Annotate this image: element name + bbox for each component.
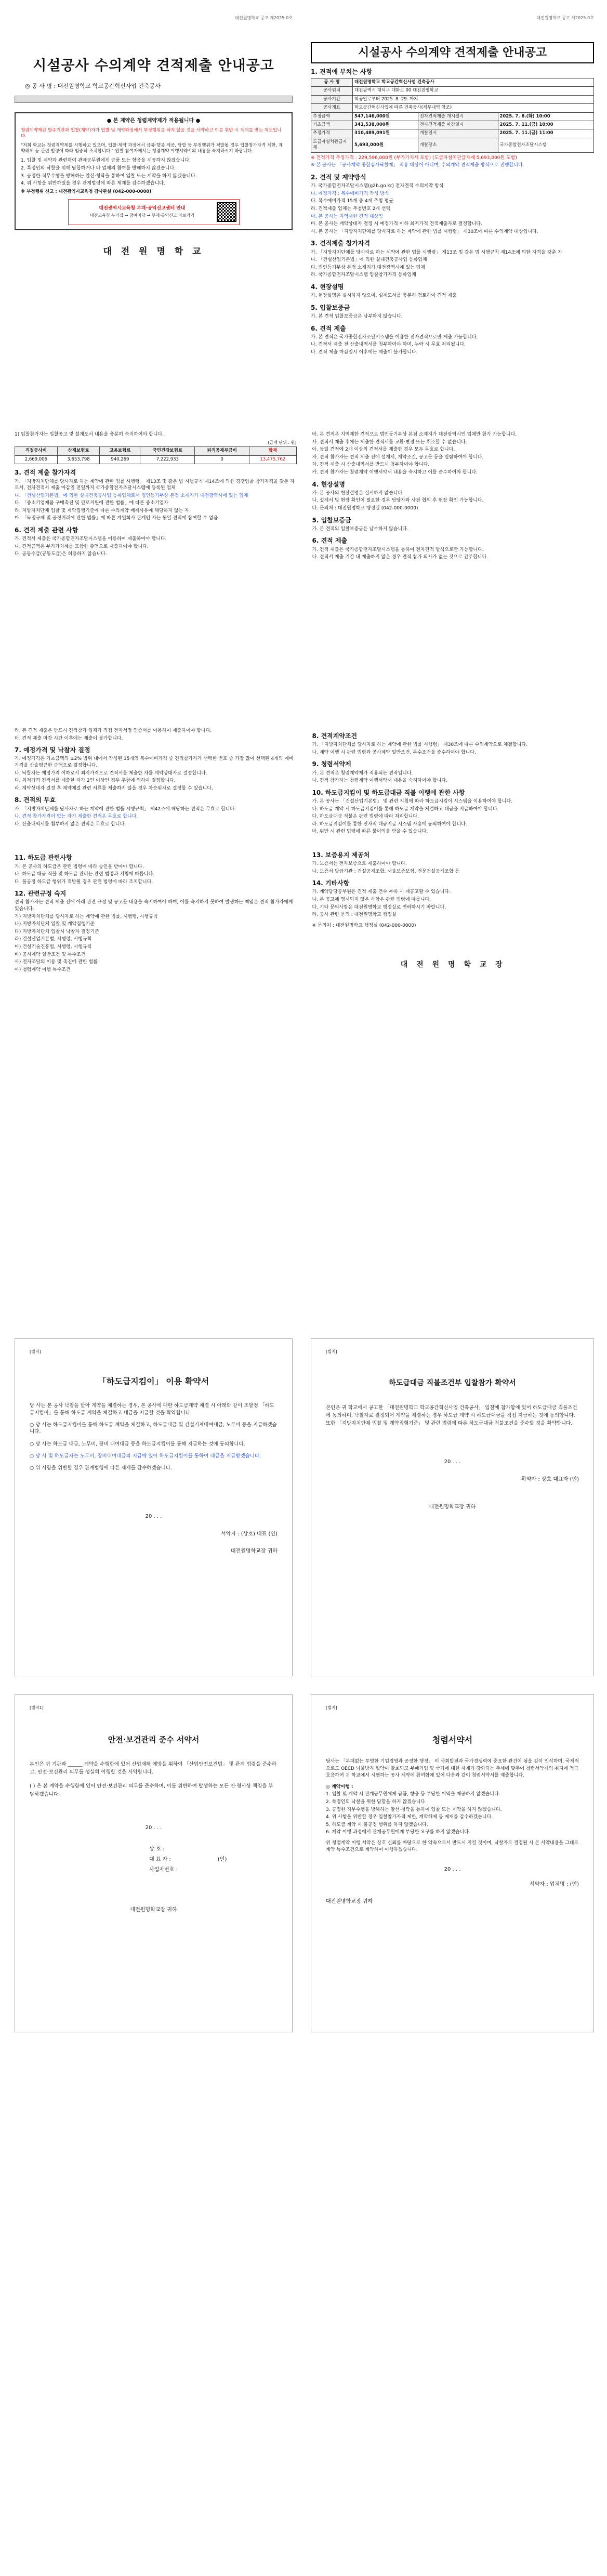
p3-right-item: 가. 견적 제출은 국가종합전자조달시스템을 통하여 전자견적 방식으로만 가능합니다. [312,547,484,553]
p4-s9-item: 나. 견적 참가자는 청렴계약 이행서약서 내용을 숙지하여야 합니다. [312,778,447,784]
p8-items-head: ◎ 계약이행 : [326,1784,353,1790]
page-1-title: 시설공사 수의계약 견적제출 안내공고 [33,57,274,74]
p8-closing: 위 청렴계약 이행 서약은 상호 신뢰를 바탕으로 한 약속으로서 반드시 지킬 것이며, 낙찰자로 결정될 시 본 서약내용을 그대로 계약 특수조건으로 계약하여 이행하겠습니다. [326,1841,579,1852]
p4-s7-item: 가. 예정가격은 기초금액의 ±2% 범위 내에서 작성된 15개의 복수예비가격 중 견적참가자가 선택한 번호 중 가장 많이 선택된 4개의 예비가격을 산술평균한 금액으로 결정합니다. [15,756,294,768]
table-cell: 940,269 [100,455,140,464]
table-cell: 전자견적제출 개시일시 [418,112,498,121]
s2-item: 라. 견적제출 업체는 추첨번호 2개 선택 [311,206,391,212]
s2-item: 가. 국가종합전자조달시스템(g2b.go.kr) 전자견적 수의계약 방식 [311,183,444,189]
p4-section-11-heading: 11. 하도급 관련사항 [15,854,72,862]
p7-body2: ( ) 은 본 계약을 수행함에 있어 안전·보건관리 의무를 준수하며, 이를 위반하여 발생하는 모든 민·형사상 책임을 부담하겠습니다. [30,1783,273,1797]
p5-body: 당 사는 본 공사 낙찰을 받아 계약을 체결하는 경우, 본 공사에 대한 하도급계약 체결 시 아래와 같이 조달청 「하도급지킴이」를 통해 하도급 계약을 체결하고 대금을 지급할 것을 확약합니다. [30,1403,274,1416]
p4-s10-item: 가. 본 공사는 「건설산업기본법」 및 관련 지침에 따라 하도급지킴이 시스템을 이용하여야 합니다. [312,798,513,804]
table-cell: 공사위치 [311,87,353,95]
p4-s8-item: 다. 산출내역서를 첨부하지 않은 견적은 무효로 합니다. [15,821,126,827]
p8-item: 3. 공정한 직무수행을 방해하는 알선·청탁을 통하여 입찰 또는 계약을 하지 않겠습니다. [326,1807,502,1812]
p7-body: 본인은 귀 기관과 ______ 계약을 수행함에 있어 산업재해 예방을 위하여 「산업안전보건법」 및 관계 법령을 준수하고, 안전·보건관리 의무를 성실히 이행할 것을 서약합니다. [30,1762,277,1776]
p6-signer: 확약자 : 상호 대표자 (인) [521,1476,579,1482]
qr-report-text: 대전교육청 누리집 → 참여마당 → 부패·공익신고 바로가기 [89,213,195,218]
p4-s11-item: 나. 하도급 대금 직불 및 하도급 관리는 관련 법령과 지침에 따릅니다. [15,872,155,877]
p8-item: 1. 입찰 및 계약 시 관계공무원에게 금품, 향응 등 부당한 이익을 제공하지 않겠습니다. [326,1792,500,1797]
p4-left-para: 마. 견적 제출 마감 시간 이후에는 제출이 불가합니다. [15,735,123,741]
table-row [311,129,594,138]
qr-report-title: 대전광역시교육청 부패·공익신고센터 안내 [99,206,186,212]
table-row [311,87,594,95]
table-header: 산재보험료 [57,447,100,455]
p3-section-6-heading: 6. 견적 제출 관련 사항 [15,527,78,534]
p4-s10-item: 다. 하도급대금 직불은 관련 법령에 따라 처리합니다. [312,814,419,820]
p4-s9-item: 가. 본 견적은 청렴계약제가 적용되는 견적입니다. [312,770,413,776]
p3-right-item: 나. 설계서 및 현장 확인이 필요한 경우 담당자와 사전 협의 후 현장 확인 가능합니다. [312,498,484,504]
p7-fields [149,1844,278,1875]
table-header: 고용보험료 [100,447,140,455]
table-cell: 추정가격 [311,129,353,138]
p6-to: 대전원명학교장 귀하 [429,1504,476,1510]
p4-s12-list-item: 나) 지방자치단체 입찰 및 계약집행기준 [15,922,95,927]
p4-school-signature: 대 전 원 명 학 교 장 [400,961,506,969]
page-1-subtitle: ◎ 공 사 명 : 대전원명학교 학교공간혁신사업 건축공사 [25,83,161,90]
p4-s7-item: 다. 최저가격 견적서를 제출한 자가 2인 이상인 경우 추첨에 의하여 결정합니다. [15,778,176,784]
table-cell: 5,693,000원 [353,138,418,152]
table-cell: 대전광역시 대덕구 대화로 00 대전원명학교 [353,87,594,95]
p6-tag: [별지] [326,1349,337,1354]
page-6-direct-payment-pledge [311,1338,594,1676]
s5-item: 가. 본 견적 입찰보증금은 납부하지 않습니다. [311,313,403,319]
p8-tag: [별지] [326,1705,337,1710]
table-cell: 공 사 명 [311,78,353,86]
p6-date: 20 . . . [444,1459,461,1465]
p3-right-item: 가. 본 공사의 현장설명은 실시하지 않습니다. [312,490,404,496]
table-row [311,138,594,152]
table-cell: 0 [195,455,249,464]
s2-item: 나. 예정가격 : 복수예비가격 작성 방식 [311,191,389,196]
table-cell: 3,653,798 [57,455,100,464]
p4-s14-item: 가. 계약담당공무원은 견적 제출 건수 부족 시 재공고할 수 있습니다. [312,889,451,895]
p4-s7-item: 라. 계약상대자 결정 후 계약체결 관련 서류를 제출하지 않을 경우 차순위자로 결정할 수 있습니다. [15,785,213,791]
table-header: 국민건강보험료 [140,447,195,455]
p3-right-para: 차. 견적 제출 시 산출내역서를 반드시 첨부하여야 합니다. [312,462,430,468]
p3-section-3-heading: 3. 견적 제출 참가자격 [15,469,76,477]
p3-right-item: 다. 문의처 : 대전원명학교 행정실 (042-000-0000) [312,505,418,511]
p3-right-item: 가. 본 견적의 입찰보증금은 납부하지 않습니다. [312,526,408,532]
table-cell: 2,669,006 [15,455,58,464]
p3-right-section-5: 5. 입찰보증금 [312,516,351,524]
table-header: 퇴직공제부금비 [195,447,249,455]
table-cell: 13,475,762 [249,455,297,464]
p3-right-para: 사. 견적서 제출 후에는 제출한 견적서를 교환·변경 또는 취소할 수 없습니다. [312,439,467,445]
integrity-notice-body: "저희 학교는 청렴계약제를 시행하고 있으며, 입찰·계약 과정에서 금품·향응 제공, 담합 등 부정행위가 적발될 경우 입찰참가자격 제한, 계약해제 등 관련 법령에 따라 엄중히 조치합니다." 입찰 참여자께서는 청렴계약 이행서약서의 내용을 숙지하시기 바랍니다. [21,142,283,154]
p4-s10-item: 마. 위반 시 관련 법령에 따른 불이익을 받을 수 있습니다. [312,829,428,835]
p4-s8-item: 가. 「지방자치단체를 당사자로 하는 계약에 관한 법률 시행규칙」 제42조에 해당하는 견적은 무효로 합니다. [15,806,236,812]
p5-body: ○ 당 사 및 하도급자는 노무비, 장비대여대금의 지급에 있어 하도급지킴이를 통하여 대금을 지급받겠습니다. [30,1453,261,1459]
p3-right-para: 자. 견적 참가자는 견적 제출 전에 설계서, 계약조건, 공고문 등을 열람하여야 합니다. [312,454,484,460]
p3-right-para: 바. 본 견적은 지역제한 견적으로 법인등기부상 본점 소재지가 대전광역시인 업체만 참가 가능합니다. [312,432,517,437]
p6-body: 본인은 귀 학교에서 공고한 「대전원명학교 학교공간혁신사업 건축공사」 입찰에 참가함에 있어 하도급대금 직불조건에 동의하며, 낙찰자로 결정되어 계약을 체결하는 경우 하도급 계약 시 하도급대금을 직접 지급하는 것에 동의합니다. 또한 「지방자치단체 입찰 및 계약집행기준」 및 관련 법령에 따른 하도급대금 직불조건을 준수할 것을 확약합니다. [326,1404,577,1427]
page-2-title: 시설공사 수의계약 견적제출 안내공고 [311,42,594,64]
p4-s12-text: 견적 참가자는 견적 제출 전에 아래 관련 규정 및 공고문 내용을 숙지하여야 하며, 이를 숙지하지 못하여 발생하는 책임은 견적 참가자에게 있습니다. [15,900,293,912]
qr-code-icon [217,202,236,222]
p3-para: 마. 「독점규제 및 공정거래에 관한 법률」에 따른 계열회사 관계인 자는 동일 견적에 참여할 수 없음 [15,516,218,521]
table-row [311,104,594,112]
p4-s13-item: 나. 보증서 발급기관 : 건설공제조합, 서울보증보험, 전문건설공제조합 등 [312,869,460,874]
table-cell: 7,222,933 [140,455,195,464]
p3-right-section-6: 6. 견적 제출 [312,537,348,545]
page-4-detail-continued [15,728,594,1320]
insurance-fee-table [15,446,297,464]
section-6-heading: 6. 견적 제출 [311,324,346,332]
p4-s13-item: 가. 보증서는 전자보증으로 제출하여야 합니다. [312,861,407,867]
page-8-integrity-pledge [311,1694,594,2032]
p4-footer-contact: ※ 문의처 : 대전원명학교 행정실 (042-000-0000) [312,923,416,928]
table-cell: 추정금액 [311,112,353,121]
table-cell: 2025. 7. 11.(금) 11:00 [498,129,593,138]
s3-item: 나. 「건설산업기본법」에 의한 실내건축공사업 등록업체 [311,257,427,263]
p8-item: 6. 계약 이행 과정에서 관계공무원에게 부당한 요구를 하지 않겠습니다. [326,1830,470,1835]
table-row [311,78,594,86]
table-header: 합계 [249,447,297,455]
p4-s8-item: 나. 견적 참가자격이 없는 자가 제출한 견적은 무효로 합니다. [15,814,138,820]
table-cell: 착공일로부터 2025. 8. 29. 까지 [353,95,594,103]
page-1-header-number: 대전원명학교 공고 제2025-0호 [235,16,293,20]
table-cell: 개찰일시 [418,129,498,138]
p4-left-para: 라. 본 견적 제출은 반드시 견적참가 업체가 직접 전자서명 인증서를 이용하여 제출하여야 합니다. [15,728,212,733]
integrity-notice-box [15,112,293,230]
page-3-detail-continued [15,431,594,722]
table-cell: 2025. 7. 11.(금) 10:00 [498,121,593,129]
p5-body: ○ 당 사는 하도급 대금, 노무비, 장비 대여대금 등을 하도급지킴이를 통해 지급하는 것에 동의합니다. [30,1441,245,1447]
p7-seal: (인) [217,1857,227,1863]
page-3-right-column [312,431,595,722]
p5-to: 대전원명학교장 귀하 [230,1548,278,1555]
s6-item: 나. 견적서 제출 전 산출내역서를 첨부하여야 하며, 누락 시 무효 처리됩니다. [311,342,466,348]
s3-item: 라. 국가종합전자조달시스템 입찰참가자격 등록업체 [311,272,416,278]
table-row [15,455,297,464]
p7-title: 안전·보건관리 준수 서약서 [108,1734,200,1744]
p8-date: 20 . . . [444,1867,461,1873]
table-cell: 전자견적제출 마감일시 [418,121,498,129]
p4-s10-item: 나. 하도급 계약 시 하도급지킴이를 통해 하도급 계약을 체결하고 대금을 지급하여야 합니다. [312,806,499,812]
table-row [311,121,594,129]
p7-date: 20 . . . [145,1824,162,1831]
p5-signer: 서약자 : (상호) 대표 (인) [221,1531,278,1537]
s3-item: 다. 법인등기부상 본점 소재지가 대전광역시에 있는 업체 [311,265,425,270]
page-1-school-name: 대 전 원 명 학 교 [103,246,204,257]
p8-title: 청렴서약서 [432,1734,473,1745]
p5-body: ○ 당 사는 하도급지킴이를 통해 하도급 계약을 체결하고, 하도급대금 및 건설기계대여대금, 노무비 등을 지급하겠습니다. [30,1422,277,1435]
p3-lead: 1) 입찰참가자는 입찰공고 및 설계도서 내용을 충분히 숙지하여야 합니다. [15,432,164,437]
p3-table-caption: (금액 단위 : 원) [268,440,297,445]
p8-item: 2. 특정인의 낙찰을 위한 담합을 하지 않겠습니다. [326,1799,427,1805]
p8-item: 4. 위 사항을 위반할 경우 입찰참가자격 제한, 계약해제 등 제재를 감수하겠습니다. [326,1815,493,1820]
p3-right-section-4: 4. 현장설명 [312,480,345,488]
section-2-heading: 2. 견적 및 계약방식 [311,174,366,181]
s3-item: 가. 「지방자치단체를 당사자로 하는 계약에 관한 법률 시행령」 제13조 및 같은 법 시행규칙 제14조에 의한 자격을 갖춘 자 [311,249,562,255]
note-1: ※ 견적가격 추정가격 : 229,596,000원 (부가가치세 포함) (도급자설치관급자재 5,693,000원 포함) [311,155,517,161]
p3-right-para: 아. 동일 견적에 2개 이상의 견적서를 제출한 경우 모두 무효로 합니다. [312,447,455,453]
table-cell: 학교공간혁신사업에 따른 건축공사(세부내역 참조) [353,104,594,112]
p4-s14-item: 나. 본 공고에 명시되지 않은 사항은 관련 법령에 따릅니다. [312,897,431,903]
s6-item: 가. 본 견적은 국가종합전자조달시스템을 이용한 전자견적으로만 제출 가능합니다. [311,334,478,340]
integrity-notice-item-1: 1. 입찰 및 계약과 관련하여 관계공무원에게 금품 또는 향응을 제공하지 않겠습니다. [21,158,191,164]
section-5-heading: 5. 입찰보증금 [311,304,350,311]
s2-item: 다. 복수예비가격 15개 중 4개 추첨 평균 [311,199,393,204]
page-3-left-column [15,431,297,722]
s4-item: 가. 현장설명은 실시하지 않으며, 설계도서를 충분히 검토하여 견적 제출 [311,293,457,299]
p3-para: 다. 「중소기업제품 구매촉진 및 판로지원에 관한 법률」에 따른 중소기업자 [15,501,168,506]
integrity-notice-item-4: 4. 위 사항을 위반하였을 경우 관계법령에 따른 제재를 감수하겠습니다. [21,181,165,187]
section-4-heading: 4. 현장설명 [311,283,344,291]
integrity-notice-heading: ● 본 계약은 청렴계약제가 적용됩니다 ● [107,118,201,124]
table-header: 직접공사비 [15,447,58,455]
p5-title: 「하도급지킴이」 이용 확약서 [98,1376,209,1386]
p7-field-label: 대 표 자 : [149,1857,171,1863]
page-5-subcontract-pledge [15,1338,293,1676]
p8-body: 당사는 「부패없는 투명한 기업경영과 공정한 행정」 이 사회발전과 국가경쟁력에 중요한 관건이 됨을 깊이 인식하며, 국제적으로도 OECD 뇌물방지 협약이 발효되고 부패기업 및 국가에 대한 제재가 강화되는 추세에 맞추어 청렴서약제의 취지에 적극 호응하여 귀 학교에서 시행하는 공사 계약에 참여함에 있어 다음과 같이 청렴서약서를 제출합니다. [326,1759,579,1779]
p4-s12-list-item: 라) 건설산업기본법, 시행령, 시행규칙 [15,937,92,942]
section-3-heading: 3. 견적제출 참가자격 [311,240,371,247]
p4-s10-item: 라. 하도급지킴이를 통한 전자적 대금지급 시스템 사용에 동의하여야 합니다. [312,821,467,827]
table-cell: 2025. 7. 8.(화) 10:00 [498,112,593,121]
p4-section-14-heading: 14. 기타사항 [312,879,350,887]
p8-signer: 서약자 : 업체명 : (인) [530,1881,579,1887]
p5-date: 20 . . . [145,1514,162,1520]
table-cell: 310,489,091원 [353,129,418,138]
p3-para: 나. 견적금액은 부가가치세를 포함한 총액으로 제출하여야 합니다. [15,544,149,549]
s2-item: 사. 본 공사는 「지방자치단체를 당사자로 하는 계약에 관한 법률 시행령」 제30조에 따른 수의계약 대상입니다. [311,229,538,234]
p4-section-8-heading: 8. 견적의 무효 [15,796,56,804]
section-1-heading: 1. 견적에 부치는 사항 [311,68,373,76]
table-row [311,112,594,121]
integrity-notice-footer: ※ 부정행위 신고 : 대전광역시교육청 감사관실 (042-000-0000) [21,189,152,194]
p8-item: 5. 하도급 계약 시 불공정 행위를 하지 않겠습니다. [326,1822,428,1828]
p4-s7-item: 나. 낙찰자는 예정가격 이하로서 최저가격으로 견적서를 제출한 자를 계약상대자로 결정합니다. [15,770,207,776]
p3-para: 라. 지방자치단체 입찰 및 계약집행기준에 따른 수의계약 배제사유에 해당하지 않는 자 [15,508,189,514]
project-info-table [311,78,594,113]
p4-s12-list-item: 마) 건설기술진흥법, 시행령, 시행규칙 [15,944,92,950]
p4-section-9-heading: 9. 청렴서약제 [312,760,351,768]
p4-s12-list-item: 사) 전자조달의 이용 및 촉진에 관한 법률 [15,960,98,965]
money-schedule-table [311,112,594,153]
page-2-header-number: 대전원명학교 공고 제2025-0호 [536,16,594,20]
table-cell: 도급자설치관급자재 [311,138,353,152]
integrity-notice-item-3: 3. 공정한 직무수행을 방해하는 알선·청탁을 통하여 입찰 또는 계약을 하지 않겠습니다. [21,173,197,179]
note-2: ※ 본 공사는 「공사계약 종합심사낙찰제」 적용 대상이 아니며, 수의계약 견적제출 방식으로 진행합니다. [311,163,524,168]
p4-section-12-heading: 12. 관련규정 숙지 [15,890,67,898]
p3-para: 나. 「건설산업기본법」에 의한 실내건축공사업 등록업체로서 법인등기부상 본점 소재지가 대전광역시에 있는 업체 [15,493,248,498]
table-cell: 국가종합전자조달시스템 [498,138,593,152]
p4-section-7-heading: 7. 예정가격 및 낙찰자 결정 [15,746,90,754]
page-7-safety-pledge [15,1694,293,2032]
p4-right-item: 나. 계약 이행 시 관련 법령과 공사계약 일반조건, 특수조건을 준수하여야 합니다. [312,750,476,755]
p5-body: ○ 위 사항을 위반할 경우 관계법령에 따른 제재를 감수하겠습니다. [30,1465,173,1471]
table-cell: 개찰장소 [418,138,498,152]
table-row [311,95,594,103]
p7-tag: [별지1] [30,1705,44,1710]
p4-s14-item: 다. 기타 문의사항은 대전원명학교 행정실로 연락하시기 바랍니다. [312,904,446,910]
table-cell: 기초금액 [311,121,353,129]
s2-item: 마. 본 공사는 지역제한 견적 대상임 [311,214,383,219]
table-cell: 공사개요 [311,104,353,112]
page-1-announcement-cover [15,16,293,413]
p3-right-para: 카. 견적 참가자는 청렴계약 이행서약서 내용을 숙지하고 이를 준수하여야 합니다. [312,469,478,475]
page-1-gray-divider [15,96,293,103]
p6-title: 하도급대금 직불조건부 입찰참가 확약서 [389,1378,516,1387]
page-4-right-column [312,728,595,1320]
p4-s14-item: 라. 공사 관련 문의 : 대전원명학교 행정실 [312,912,397,918]
table-cell: 547,146,000원 [353,112,418,121]
p4-right-item: 가. 「지방자치단체를 당사자로 하는 계약에 관한 법률 시행령」 제30조에 따른 수의계약으로 체결합니다. [312,742,527,748]
table-cell: 공사기간 [311,95,353,103]
p4-s12-list-item: 다) 지방자치단체 입찰시 낙찰자 결정기준 [15,929,99,935]
p7-field-representative [149,1855,278,1865]
page-4-left-column [15,728,297,1320]
p8-to: 대전원명학교장 귀하 [326,1899,373,1905]
p7-to: 대전원명학교장 귀하 [130,1907,177,1913]
p4-section-10-heading: 10. 하도급지킴이 및 하도급대금 직불 이행에 관한 사항 [312,788,465,796]
p7-field-bizno: 사업자번호 : [149,1867,178,1873]
p3-para: 가. 「지방자치단체를 당사자로 하는 계약에 관한 법률 시행령」 제13조 및 같은 법 시행규칙 제14조에 의한 경쟁입찰 참가자격을 갖춘 자로서, 전자견적서 제출 마감일 전일까지 국가종합전자조달시스템에 등록된 업체 [15,479,295,491]
page-2-announcement-detail [311,16,594,413]
p4-s11-item: 가. 본 공사의 하도급은 관련 법령에 따라 승인을 받아야 합니다. [15,864,144,870]
qr-report-box [68,199,240,225]
p5-tag: [별지] [30,1349,41,1354]
table-cell: 341,538,000원 [353,121,418,129]
p4-s11-item: 다. 불공정 하도급 행위가 적발될 경우 관련 법령에 따라 조치합니다. [15,879,153,885]
table-cell: 대전원명학교 학교공간혁신사업 건축공사 [353,78,594,86]
p3-right-item: 나. 견적서 제출 기간 내 제출하지 않은 경우 견적 참가 의사가 없는 것으로 간주합니다. [312,555,489,560]
p4-s12-list-item: 가) 지방자치단체를 당사자로 하는 계약에 관한 법률, 시행령, 시행규칙 [15,914,158,919]
p3-para: 가. 견적서 제출은 국가종합전자조달시스템을 이용하여 제출하여야 합니다. [15,536,167,542]
p4-section-13-heading: 13. 보증용지 제공처 [312,851,370,859]
integrity-notice-red-text: 청렴계약제란 발주기관과 입찰(계약)자가 입찰 및 계약과정에서 부정행위를 하지 않을 것을 서약하고 이를 위반 시 제재를 받는 제도입니다. [21,127,282,139]
table-row [15,447,297,455]
integrity-notice-item-2: 2. 특정인의 낙찰을 위해 담합하거나 타 업체의 참여를 방해하지 않겠습니다. [21,166,176,172]
s6-item: 다. 견적 제출 마감일시 이후에는 제출이 불가합니다. [311,349,418,355]
p4-right-section-8: 8. 견적계약조건 [312,732,358,740]
p3-para: 다. 공동수급(공동도급)은 허용하지 않습니다. [15,551,107,557]
p7-field-company: 상 호 : [149,1846,165,1852]
p4-s12-list-item: 아) 청렴계약 이행 특수조건 [15,967,71,972]
s2-item: 바. 본 공사는 계약상대자 결정 시 예정가격 이하 최저가격 견적제출자로 결정합니다. [311,221,482,227]
p4-s12-list-item: 바) 공사계약 일반조건 및 특수조건 [15,952,86,957]
